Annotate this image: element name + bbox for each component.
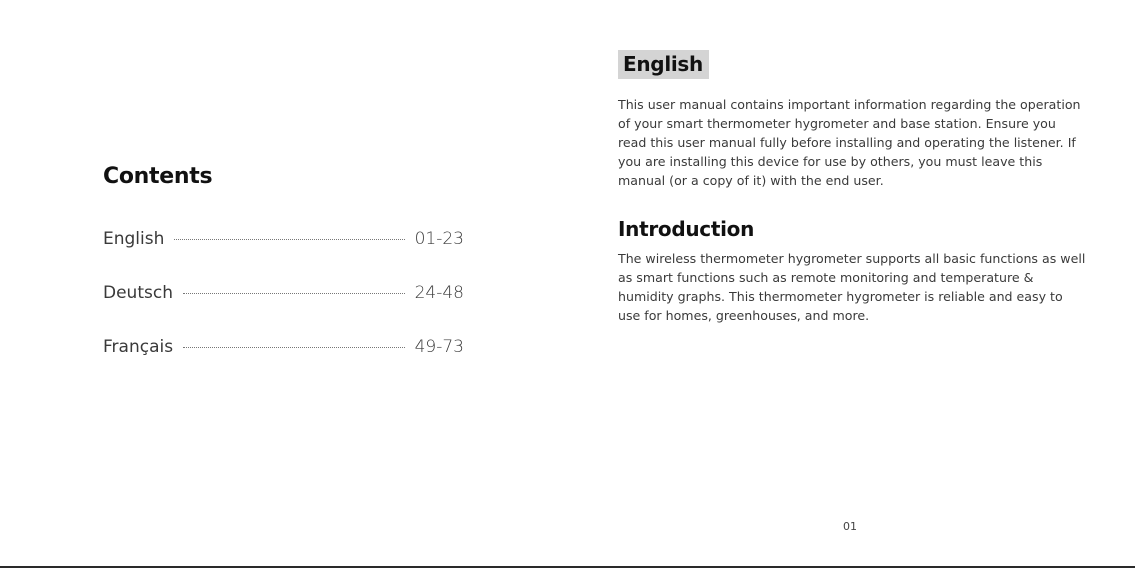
toc-page-range: 01-23 xyxy=(414,229,464,249)
toc-leader-dots xyxy=(183,293,405,294)
introduction-heading: Introduction xyxy=(618,217,755,241)
introduction-paragraph: The wireless thermometer hygrometer supports all basic functions as well as smart functions such as remote monitoring and temperature & humidity graphs. This thermometer hygrometer is reliable and easy to use for homes, greenhouses, and more. xyxy=(618,251,1086,323)
toc-leader-dots xyxy=(174,239,404,240)
toc-page-range: 49-73 xyxy=(414,337,464,357)
toc-entry-francais[interactable] xyxy=(103,337,464,391)
table-of-contents xyxy=(103,229,464,391)
toc-entry-english[interactable] xyxy=(103,229,464,283)
page-number: 01 xyxy=(843,520,857,533)
toc-leader-dots xyxy=(183,347,405,348)
left-page xyxy=(0,0,567,566)
intro-paragraph: This user manual contains important information regarding the operation of your smart thermometer hygrometer and base station. Ensure you read this user manual fully before installing and operating the listener. If you are installing this device for use by others, you must leave this manual (or a copy of it) with the end user. xyxy=(618,97,1081,188)
contents-title: Contents xyxy=(103,164,213,189)
right-page xyxy=(567,0,1135,566)
toc-language: Français xyxy=(103,337,174,357)
section-heading-english: English xyxy=(618,50,709,79)
toc-language: Deutsch xyxy=(103,283,173,303)
toc-page-range: 24-48 xyxy=(414,283,464,303)
toc-entry-deutsch[interactable] xyxy=(103,283,464,337)
toc-language: English xyxy=(103,229,165,249)
